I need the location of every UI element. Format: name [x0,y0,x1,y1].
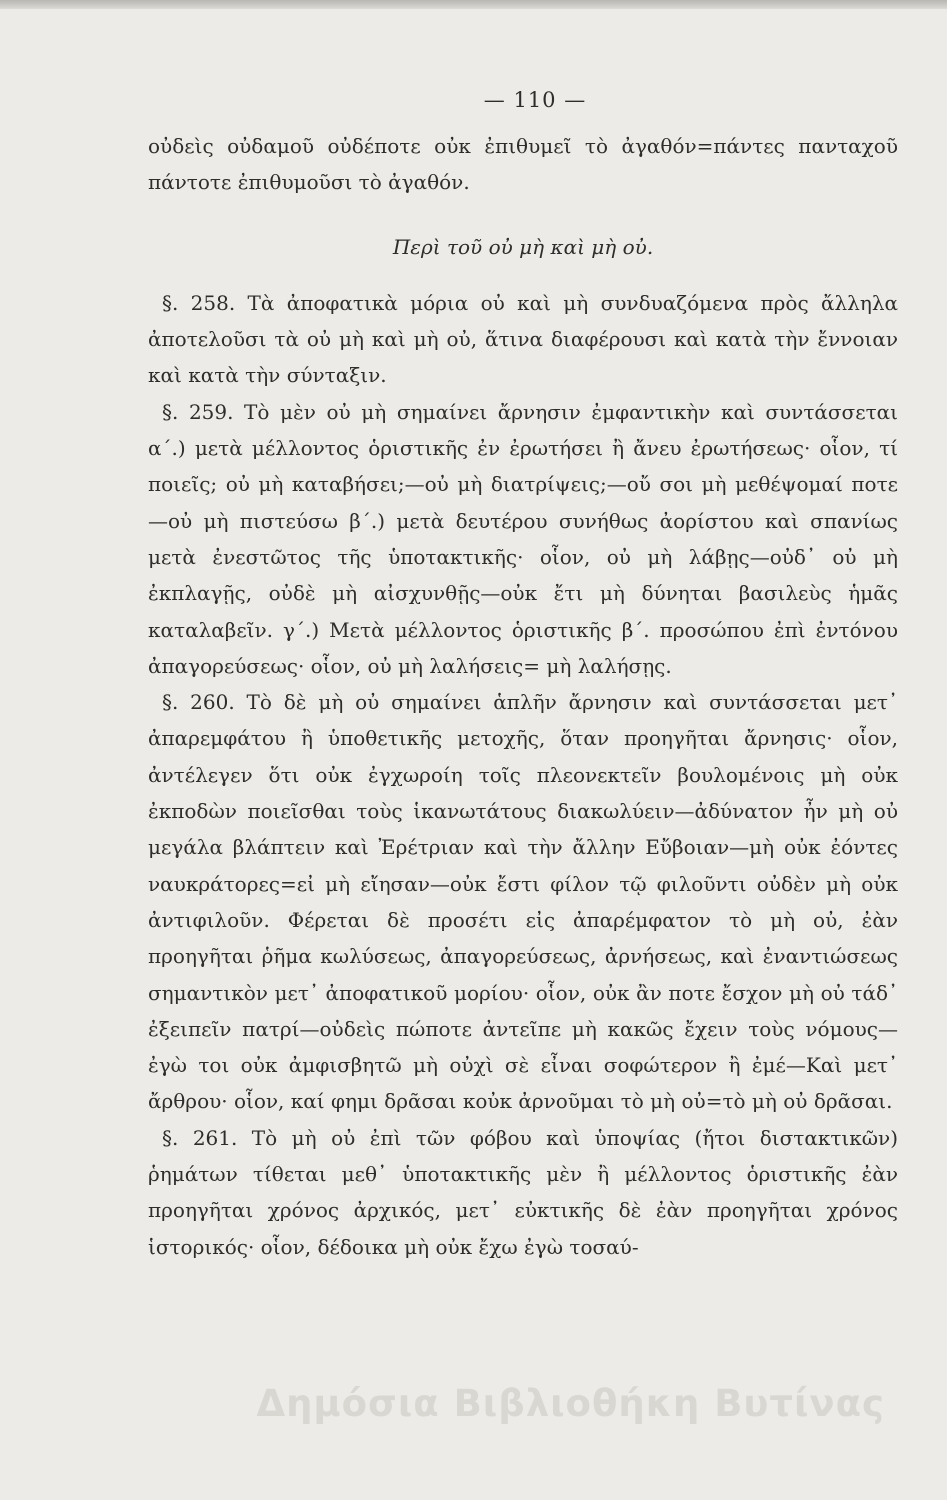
paragraph-258: §. 258. Τὰ ἀποφατικὰ μόρια οὐ καὶ μὴ συνδυαζόμενα πρὸς ἄλληλα ἀποτελοῦσι τὰ οὐ μὴ καὶ μὴ οὐ, ἅτινα διαφέρουσι καὶ κατὰ τὴν ἔννοιαν καὶ κατὰ τὴν σύνταξιν. [148,290,898,388]
top-edge-shadow [0,0,947,9]
page-body [148,128,898,1265]
section-heading: Περὶ τοῦ οὐ μὴ καὶ μὴ οὐ. [392,234,654,259]
library-watermark: Δημόσια Βιβλιοθήκη Βυτίνας [256,1382,885,1425]
paragraph-261: §. 261. Τὸ μὴ οὐ ἐπὶ τῶν φόβου καὶ ὑποψίας (ἤτοι διστακτικῶν) ῥημάτων τίθεται μεθ᾽ ὑποτακτικῆς μὲν ἢ μέλλοντος ὁριστικῆς ἐὰν προηγῆται χρόνος ἀρχικός, μετ᾽ εὐκτικῆς δὲ ἐὰν προηγῆται χρόνος ἱστορικός· οἷον, δέδοικα μὴ οὐκ ἔχω ἐγὼ τοσαύ- [148,1125,898,1259]
lead-paragraph: οὐδεὶς οὐδαμοῦ οὐδέποτε οὐκ ἐπιθυμεῖ τὸ ἀγαθόν=πάντες πανταχοῦ πάντοτε ἐπιθυμοῦσι τὸ ἀγαθόν. [148,134,898,195]
page-number: — 110 — [483,88,587,112]
paragraph-259: §. 259. Τὸ μὲν οὐ μὴ σημαίνει ἄρνησιν ἐμφαντικὴν καὶ συντάσσεται α΄.) μετὰ μέλλοντος ὁριστικῆς ἐν ἐρωτήσει ἢ ἄνευ ἐρωτήσεως· οἷον, τί ποιεῖς; οὐ μὴ καταβήσει;—οὐ μὴ διατρίψεις;—οὔ σοι μὴ μεθέψομαί ποτε—οὐ μὴ πιστεύσω β΄.) μετὰ δευτέρου συνήθως ἀορίστου καὶ σπανίως μετὰ ἐνεστῶτος τῆς ὑποτακτικῆς· οἷον, οὐ μὴ λάβῃς—οὐδ᾽ οὐ μὴ ἐκπλαγῇς, οὐδὲ μὴ αἰσχυνθῇς—οὐκ ἔτι μὴ δύνηται βασιλεὺς ἡμᾶς καταλαβεῖν. γ΄.) Μετὰ μέλλοντος ὁριστικῆς β΄. προσώπου ἐπὶ ἐντόνου ἀπαγορεύσεως· οἷον, οὐ μὴ λαλήσεις= μὴ λαλήσῃς. [148,399,898,678]
paragraph-260: §. 260. Τὸ δὲ μὴ οὐ σημαίνει ἁπλῆν ἄρνησιν καὶ συντάσσεται μετ᾽ ἀπαρεμφάτου ἢ ὑποθετικῆς μετοχῆς, ὅταν προηγῆται ἄρνησις· οἷον, ἀντέλεγεν ὅτι οὐκ ἐγχωροίη τοῖς πλεονεκτεῖν βουλομένοις μὴ οὐκ ἐκποδὼν ποιεῖσθαι τοὺς ἱκανωτάτους διακωλύειν—ἀδύνατον ἦν μὴ οὐ μεγάλα βλάπτειν καὶ Ἐρέτριαν καὶ τὴν ἄλλην Εὔβοιαν—μὴ οὐκ ἐόντες ναυκράτορες=εἰ μὴ εἴησαν—οὐκ ἔστι φίλον τῷ φιλοῦντι οὐδὲν μὴ οὐκ ἀντιφιλοῦν. Φέρεται δὲ προσέτι εἰς ἀπαρέμφατον τὸ μὴ οὐ, ἐὰν προηγῆται ῥῆμα κωλύσεως, ἀπαγορεύσεως, ἀρνήσεως, καὶ ἐναντιώσεως σημαντικὸν μετ᾽ ἀποφατικοῦ μορίου· οἷον, οὐκ ἂν ποτε ἔσχον μὴ οὐ τάδ᾽ ἐξειπεῖν πατρί—οὐδεὶς πώποτε ἀντεῖπε μὴ κακῶς ἔχειν τοὺς νόμους—ἐγὼ τοι οὐκ ἀμφισβητῶ μὴ οὐχὶ σὲ εἶναι σοφώτερον ἢ ἐμέ—Καὶ μετ᾽ ἄρθρου· οἷον, καί φημι δρᾶσαι κοὐκ ἀρνοῦμαι τὸ μὴ οὐ=τὸ μὴ οὐ δρᾶσαι. [148,690,898,1114]
